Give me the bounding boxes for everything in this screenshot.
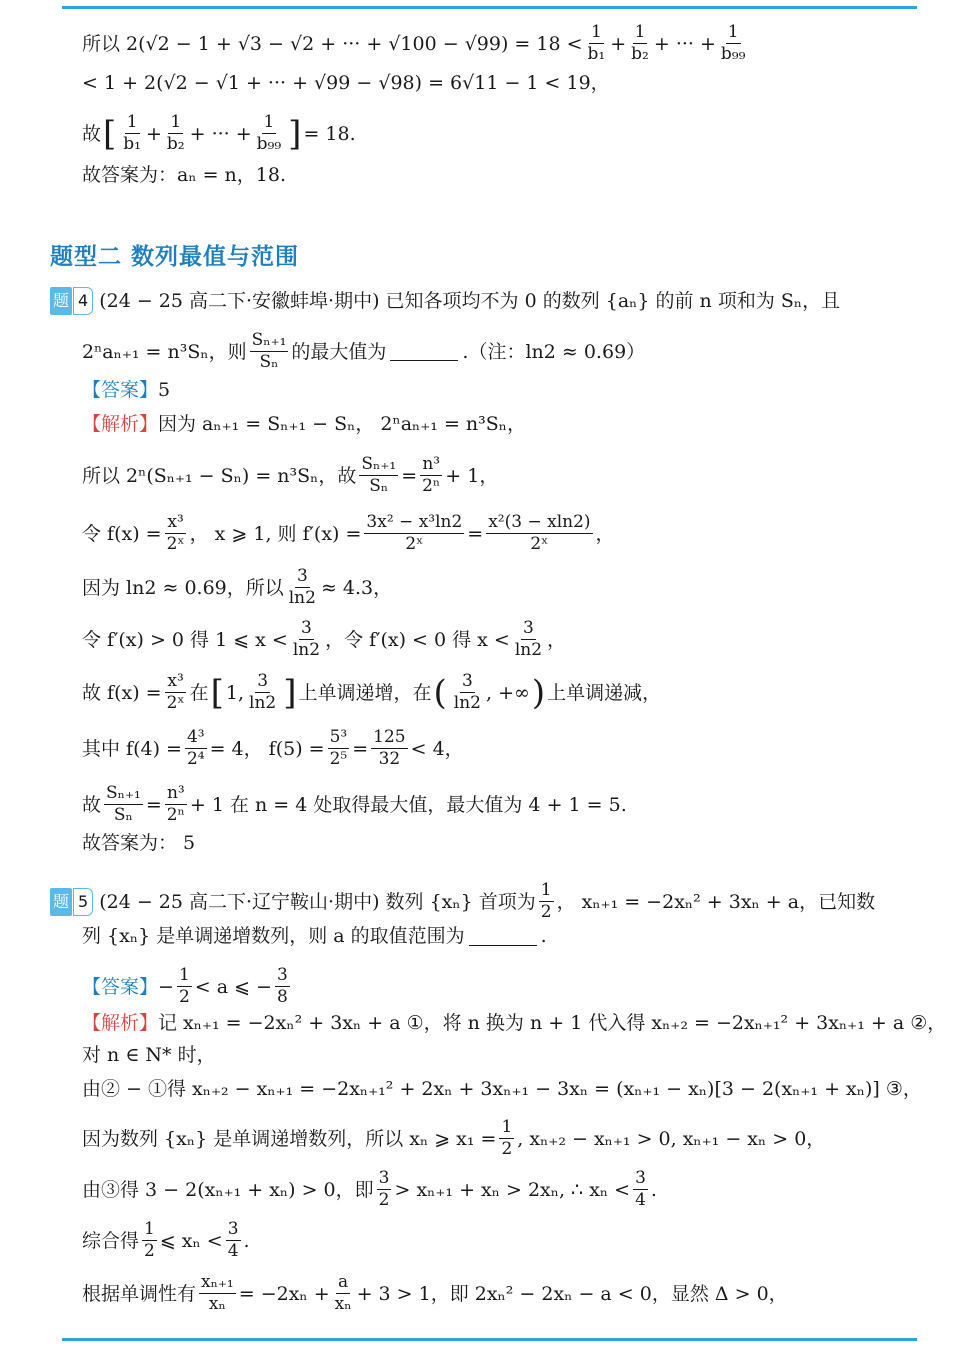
solution-line-3: 故 [ $\frac{1}{\text{b₁}}$ + $\frac{1}{\text{b₂}}$ + ··· + $\frac{1}{\text{b₉₉}}$ ] = 18. bbox=[82, 112, 356, 154]
math-text: 所以 2ⁿ(Sₙ₊₁ − Sₙ) = n³Sₙ，故 bbox=[82, 464, 357, 487]
fraction bbox=[586, 22, 608, 65]
math-text: 4³ bbox=[186, 727, 205, 747]
math-text: + 1 在 n = 4 处取得最大值，最大值为 4 + 1 = 5. bbox=[189, 793, 627, 816]
fraction bbox=[226, 1219, 241, 1262]
math-text: ln2 bbox=[514, 640, 543, 660]
fraction bbox=[513, 618, 544, 661]
math-text: = bbox=[401, 464, 418, 487]
math-text: 3x² − x³ln2 bbox=[366, 512, 463, 532]
math-text: 2 bbox=[501, 1139, 513, 1159]
math-text: 2ⁿ bbox=[422, 476, 441, 496]
fraction bbox=[364, 512, 464, 555]
q4-analysis-1 bbox=[82, 411, 526, 437]
math-text: 因为数列 {xₙ} 是单调递增数列，所以 xₙ ⩾ x₁ = bbox=[82, 1127, 497, 1150]
q5-analysis-3: 由② − ①得 xₙ₊₂ − xₙ₊₁ = −2xₙ₊₁² + 2xₙ + 3xₙ₊₁ − 3xₙ = (xₙ₊₁ − xₙ)[3 − 2(xₙ₊₁ + xₙ)] ③， bbox=[82, 1078, 922, 1100]
math-text: = bbox=[467, 522, 484, 545]
fraction bbox=[420, 454, 442, 497]
math-text: = bbox=[145, 793, 162, 816]
math-text: 2⁴ bbox=[186, 749, 205, 769]
math-text: 32 bbox=[378, 749, 401, 769]
math-text: . bbox=[540, 925, 547, 947]
math-text: 5³ bbox=[329, 727, 348, 747]
math-text: 根据单调性有 bbox=[82, 1282, 197, 1305]
math-text: 因为 ln2 ≈ 0.69，所以 bbox=[82, 576, 284, 599]
fraction bbox=[165, 112, 187, 155]
math-text: xₙ₊₁ bbox=[201, 1272, 234, 1292]
q4-final-answer: 故答案为： 5 bbox=[82, 832, 196, 854]
fraction bbox=[185, 727, 207, 770]
q5-analysis-2: 对 n ∈ N* 时， bbox=[82, 1044, 216, 1066]
math-text: 因为 aₙ₊₁ = Sₙ₊₁ − Sₙ， 2ⁿaₙ₊₁ = n³Sₙ， bbox=[158, 413, 526, 435]
math-text: b₂ bbox=[166, 134, 185, 154]
math-text: + 3 > 1，即 2xₙ² − 2xₙ − a < 0，显然 Δ > 0， bbox=[356, 1282, 788, 1305]
math-text: 记 xₙ₊₁ = −2xₙ² + 3xₙ + a ①，将 n 换为 n + 1 代入得 xₙ₊₂ = −2xₙ₊₁² + 3xₙ₊₁ + a ②， bbox=[158, 1012, 947, 1034]
math-text: (24 − 25 高二下·辽宁鞍山·期中) 数列 {xₙ} 首项为 bbox=[99, 890, 536, 913]
math-text: < a ⩽ − bbox=[194, 975, 272, 998]
fraction bbox=[177, 965, 192, 1008]
fraction bbox=[250, 330, 289, 373]
math-text: Sₙ bbox=[259, 352, 279, 372]
math-text: 令 f(x) = bbox=[82, 522, 162, 545]
math-text: 1, bbox=[225, 681, 245, 704]
math-text: 1 bbox=[501, 1117, 513, 1137]
math-text: xₙ bbox=[208, 1294, 226, 1314]
math-text: 故 bbox=[82, 793, 102, 816]
fraction bbox=[328, 727, 350, 770]
math-text: 综合得 bbox=[82, 1229, 140, 1252]
math-text: .（注：ln2 ≈ 0.69） bbox=[462, 340, 646, 363]
final-answer-line: 故答案为：aₙ = n，18. bbox=[82, 164, 286, 186]
math-text: 1 bbox=[126, 112, 138, 132]
math-text: > xₙ₊₁ + xₙ > 2xₙ, ∴ xₙ < bbox=[394, 1178, 631, 1201]
fraction bbox=[142, 1219, 157, 1262]
math-text: 3 bbox=[461, 671, 473, 691]
math-text: 1 bbox=[263, 112, 275, 132]
answer-label: 【答案】 bbox=[82, 379, 159, 401]
q4-analysis-6 bbox=[82, 671, 661, 714]
math-text: = 4， f(5) = bbox=[209, 737, 325, 760]
q4-analysis-8 bbox=[82, 783, 627, 826]
math-text: + ··· + bbox=[189, 122, 252, 145]
q4-stem-line-1 bbox=[50, 287, 840, 315]
math-text: 上单调递减， bbox=[547, 681, 662, 704]
math-text: [ bbox=[210, 672, 224, 713]
fraction bbox=[165, 671, 187, 714]
q4-stem-line-2 bbox=[82, 330, 645, 373]
math-text: ln2 bbox=[292, 640, 321, 660]
math-text: ln2 bbox=[249, 693, 277, 713]
math-text: 4 bbox=[635, 1190, 646, 1210]
q4-analysis-7 bbox=[82, 727, 464, 770]
math-text: 1 bbox=[170, 112, 182, 132]
math-text: 2⁵ bbox=[329, 749, 348, 769]
math-text: (24 − 25 高二下·安徽蚌埠·期中) 已知各项均不为 0 的数列 {aₙ} 的前 n 项和为 Sₙ，且 bbox=[99, 290, 841, 312]
math-text: 令 f′(x) > 0 得 1 ⩽ x < bbox=[82, 628, 288, 651]
question-badge: 题 5 bbox=[50, 888, 93, 916]
math-text: ， bbox=[595, 522, 615, 545]
math-text: Sₙ₊₁ bbox=[361, 454, 397, 474]
math-text: 3 bbox=[301, 618, 312, 638]
math-text: 2ˣ bbox=[166, 693, 185, 713]
fraction bbox=[104, 783, 143, 826]
top-rule bbox=[62, 6, 917, 9]
q5-stem-line-2 bbox=[82, 923, 547, 949]
math-text: Sₙ₊₁ bbox=[106, 783, 141, 803]
math-text: ) bbox=[531, 672, 546, 713]
math-text: 在 bbox=[189, 681, 209, 704]
math-text: 1 bbox=[144, 1219, 155, 1239]
fraction bbox=[287, 566, 318, 609]
fraction bbox=[719, 22, 748, 65]
q4-analysis-3 bbox=[82, 512, 615, 555]
math-text: b₉₉ bbox=[256, 134, 282, 154]
math-text: ln2 bbox=[288, 588, 316, 608]
math-text: 3 bbox=[635, 1168, 646, 1188]
math-text: xₙ bbox=[334, 1294, 352, 1314]
q5-analysis-1 bbox=[82, 1010, 946, 1036]
math-text: Sₙ bbox=[113, 805, 133, 825]
math-text: x²(3 − xln2) bbox=[488, 512, 591, 532]
math-text: 2ˣ bbox=[405, 534, 424, 554]
q4-analysis-5 bbox=[82, 618, 566, 661]
answer-label: 【答案】 bbox=[82, 975, 159, 998]
math-text: 2 bbox=[178, 987, 190, 1007]
fraction bbox=[165, 783, 187, 826]
fraction bbox=[291, 618, 322, 661]
math-text: . bbox=[243, 1229, 250, 1252]
math-text: 1 bbox=[178, 965, 190, 985]
math-text: b₁ bbox=[123, 134, 141, 154]
q5-stem-line-1 bbox=[50, 880, 875, 923]
math-text: < 4， bbox=[410, 737, 464, 760]
fraction bbox=[121, 112, 143, 155]
math-text: 3 bbox=[523, 618, 534, 638]
math-text: 5 bbox=[158, 379, 171, 401]
q5-analysis-4 bbox=[82, 1117, 825, 1160]
math-text: ， x ⩾ 1, 则 f′(x) = bbox=[189, 522, 362, 545]
fraction bbox=[275, 965, 290, 1008]
math-text: 2ⁿaₙ₊₁ = n³Sₙ，则 bbox=[82, 340, 247, 363]
fraction bbox=[199, 1272, 236, 1315]
math-text: 2ⁿ bbox=[166, 805, 185, 825]
math-text: x³ bbox=[167, 512, 184, 532]
fraction bbox=[486, 512, 592, 555]
math-text: 由③得 3 − 2(xₙ₊₁ + xₙ) > 0，即 bbox=[82, 1178, 374, 1201]
math-text: ，令 f′(x) < 0 得 x < bbox=[325, 628, 510, 651]
math-text: n³ bbox=[422, 454, 441, 474]
math-text: 列 {xₙ} 是单调递增数列，则 a 的取值范围为 bbox=[82, 925, 465, 947]
math-text: b₂ bbox=[631, 44, 649, 64]
answer-blank bbox=[390, 342, 458, 361]
math-text: 2 bbox=[378, 1190, 390, 1210]
answer-blank bbox=[469, 927, 537, 946]
math-text: ln2 bbox=[453, 693, 481, 713]
math-text: ⩽ xₙ < bbox=[159, 1229, 223, 1252]
math-text: 1 bbox=[634, 22, 646, 42]
fraction bbox=[359, 454, 398, 497]
math-text: + bbox=[610, 32, 627, 55]
math-text: = bbox=[352, 737, 369, 760]
math-text: 2ˣ bbox=[166, 534, 185, 554]
fraction bbox=[247, 671, 278, 714]
math-text: + ··· + bbox=[653, 32, 716, 55]
math-text: 故 f(x) = bbox=[82, 681, 162, 704]
math-text: ] bbox=[283, 672, 297, 713]
math-text: 1 bbox=[590, 22, 602, 42]
q5-answer bbox=[82, 965, 293, 1008]
math-text: ( bbox=[433, 672, 447, 713]
analysis-label: 【解析】 bbox=[82, 1012, 159, 1034]
math-text: x³ bbox=[167, 671, 184, 691]
question-badge: 题 4 bbox=[50, 287, 93, 315]
math-text: 3 bbox=[296, 566, 308, 586]
fraction bbox=[255, 112, 284, 155]
math-text: , xₙ₊₂ − xₙ₊₁ > 0, xₙ₊₁ − xₙ > 0， bbox=[517, 1127, 826, 1150]
math-text: 故 bbox=[82, 122, 102, 145]
math-text: [ bbox=[103, 113, 117, 154]
q5-analysis-5 bbox=[82, 1168, 657, 1211]
math-text: 3 bbox=[257, 671, 269, 691]
q4-answer bbox=[82, 377, 170, 403]
math-text: Sₙ bbox=[369, 476, 389, 496]
fraction bbox=[629, 22, 651, 65]
math-text: . bbox=[650, 1178, 657, 1201]
fraction bbox=[333, 1272, 354, 1315]
math-text: = −2xₙ + bbox=[238, 1282, 330, 1305]
fraction bbox=[452, 671, 483, 714]
math-text: 其中 f(4) = bbox=[82, 737, 182, 760]
solution-line-2: < 1 + 2(√2 − √1 + ··· + √99 − √98) = 6√11 − 1 < 19， bbox=[82, 72, 610, 94]
math-text: b₉₉ bbox=[720, 44, 746, 64]
math-text: Sₙ₊₁ bbox=[251, 330, 287, 350]
math-text: 上单调递增，在 bbox=[298, 681, 432, 704]
math-text: 所以 2(√2 − 1 + √3 − √2 + ··· + √100 − √99) = 18 < bbox=[82, 32, 583, 55]
q4-analysis-4 bbox=[82, 566, 392, 609]
math-text: 3 bbox=[378, 1168, 390, 1188]
q4-analysis-2 bbox=[82, 454, 498, 497]
math-text: b₁ bbox=[587, 44, 606, 64]
math-text: ， xₙ₊₁ = −2xₙ² + 3xₙ + a，已知数 bbox=[556, 890, 876, 913]
section-title: 题型二 数列最值与范围 bbox=[50, 244, 300, 270]
math-text: a bbox=[338, 1272, 349, 1292]
math-text: − bbox=[158, 975, 174, 998]
analysis-label: 【解析】 bbox=[82, 413, 159, 435]
bottom-rule bbox=[62, 1338, 917, 1341]
fraction bbox=[633, 1168, 648, 1211]
math-text: 1 bbox=[727, 22, 739, 42]
math-text: 的最大值为 bbox=[291, 340, 387, 363]
math-text: = 18. bbox=[303, 122, 356, 145]
math-text: 125 bbox=[373, 727, 406, 747]
fraction bbox=[165, 512, 187, 555]
math-text: 1 bbox=[540, 880, 552, 900]
fraction bbox=[499, 1117, 514, 1160]
math-text: ≈ 4.3， bbox=[320, 576, 393, 599]
math-text: 2 bbox=[144, 1241, 155, 1261]
solution-line-1 bbox=[82, 22, 750, 65]
math-text: 3 bbox=[276, 965, 288, 985]
math-text: n³ bbox=[166, 783, 185, 803]
q5-analysis-7 bbox=[82, 1272, 788, 1315]
math-text: + 1， bbox=[445, 464, 499, 487]
fraction bbox=[371, 727, 407, 770]
math-text: ] bbox=[288, 113, 302, 154]
math-text: 2 bbox=[540, 902, 552, 922]
math-text: , +∞ bbox=[485, 681, 530, 704]
fraction bbox=[539, 880, 554, 923]
math-text: 4 bbox=[227, 1241, 239, 1261]
math-text: ， bbox=[547, 628, 567, 651]
q5-analysis-6 bbox=[82, 1219, 250, 1262]
math-text: 2ˣ bbox=[530, 534, 549, 554]
math-text: 8 bbox=[276, 987, 288, 1007]
fraction bbox=[377, 1168, 392, 1211]
math-text: 3 bbox=[227, 1219, 239, 1239]
